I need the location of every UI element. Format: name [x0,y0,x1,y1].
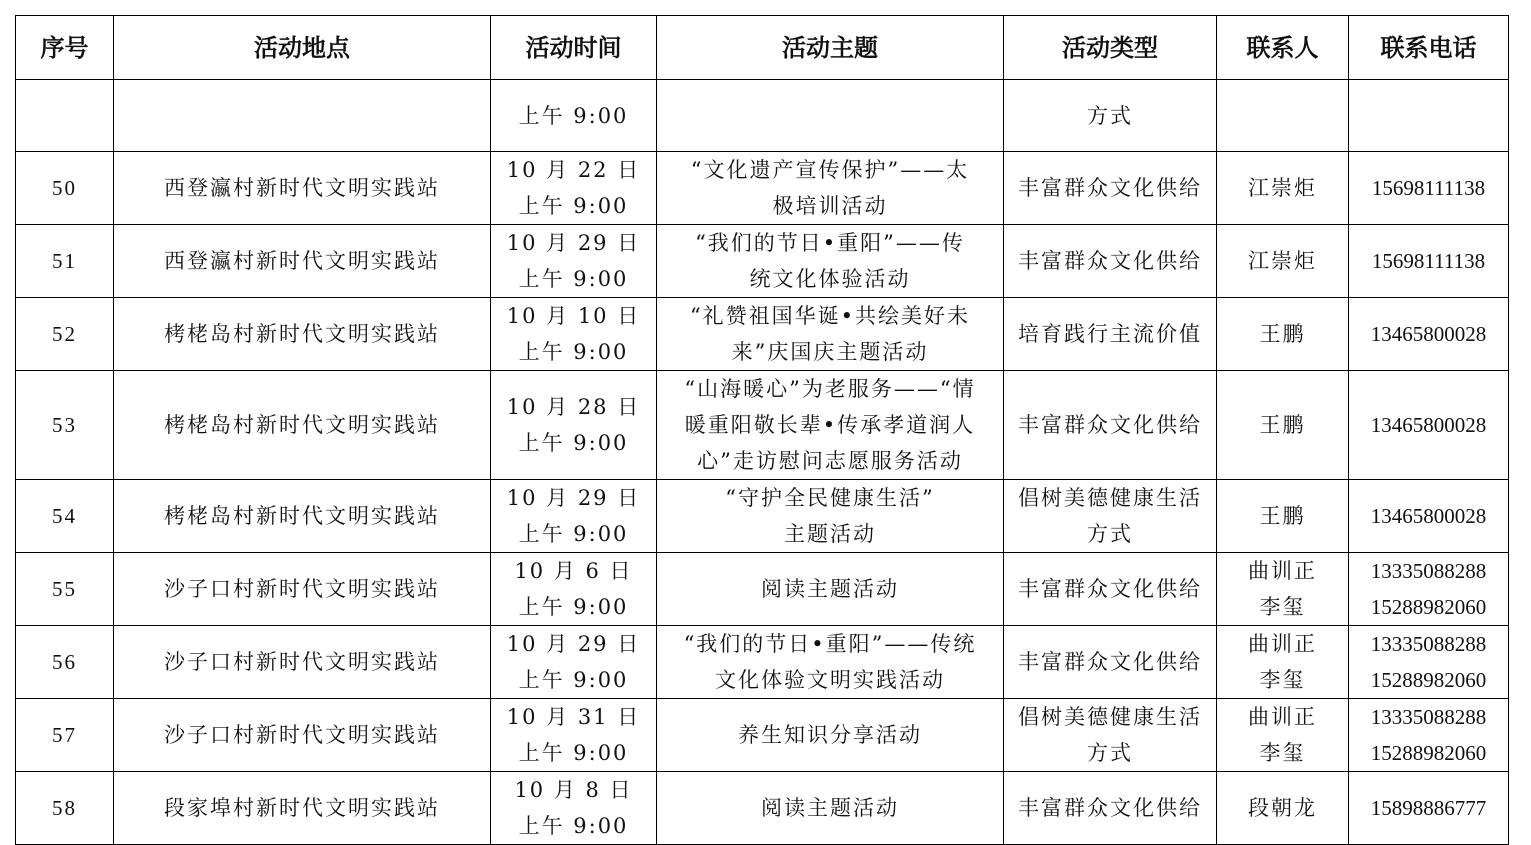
cell-phone-line: 15898886777 [1370,796,1487,820]
cell-type-line: 倡树美德健康生活 [1018,486,1202,510]
cell-time-line: 10 月 8 日 [514,778,633,802]
cell-phone-line: 15288982060 [1370,595,1487,619]
cell-phone [1349,480,1509,553]
cell-time-line: 10 月 29 日 [506,486,641,510]
table-row [16,553,1509,626]
cell-type-line: 丰富群众文化供给 [1018,650,1202,674]
cell-type [1004,152,1217,225]
table-row [16,772,1509,845]
header-phone: 联系电话 [1349,16,1509,80]
cell-time [491,371,657,480]
cell-contact-line: 李玺 [1259,595,1306,619]
cell-time [491,480,657,553]
cell-phone-line: 13465800028 [1370,504,1487,528]
cell-place-text: 栲栳岛村新时代文明实践站 [164,504,440,528]
cell-type-line: 丰富群众文化供给 [1018,176,1202,200]
cell-time-line: 10 月 28 日 [506,395,641,419]
cell-place-text: 沙子口村新时代文明实践站 [164,577,440,601]
cell-theme [657,772,1004,845]
cell-seq [16,225,114,298]
cell-contact-line: 王鹏 [1259,322,1306,346]
header-contact: 联系人 [1217,16,1349,80]
cell-time-line: 上午 9:00 [518,194,629,218]
cell-theme-line: 极培训活动 [772,194,888,218]
cell-contact-line: 曲训正 [1248,559,1317,583]
cell-phone-line: 13465800028 [1370,322,1487,346]
cell-contact [1217,699,1349,772]
cell-contact-line: 曲训正 [1248,705,1317,729]
cell-seq [16,480,114,553]
cell-contact-line: 江崇炬 [1248,176,1317,200]
cell-seq-text: 54 [52,504,77,528]
cell-time [491,80,657,152]
cell-theme-line: 来”庆国庆主题活动 [731,340,929,364]
cell-seq-text: 50 [52,176,77,200]
cell-theme [657,371,1004,480]
cell-type-line: 丰富群众文化供给 [1018,577,1202,601]
cell-phone [1349,80,1509,152]
cell-place [114,626,491,699]
cell-theme [657,480,1004,553]
cell-place-text: 沙子口村新时代文明实践站 [164,650,440,674]
cell-time [491,626,657,699]
table-row [16,699,1509,772]
cell-time [491,225,657,298]
cell-phone [1349,298,1509,371]
cell-place-text: 西登瀛村新时代文明实践站 [164,249,440,273]
cell-contact [1217,152,1349,225]
cell-seq [16,298,114,371]
cell-phone-line: 13335088288 [1370,632,1487,656]
cell-time-line: 上午 9:00 [518,522,629,546]
cell-time-line: 10 月 29 日 [506,632,641,656]
cell-theme [657,225,1004,298]
activity-schedule-table [15,15,1509,845]
cell-contact [1217,480,1349,553]
table-body [16,80,1509,845]
cell-theme-line: 心”走访慰问志愿服务活动 [697,449,963,473]
cell-time-line: 上午 9:00 [518,103,629,128]
cell-seq [16,626,114,699]
cell-place-text: 西登瀛村新时代文明实践站 [164,176,440,200]
table-row [16,298,1509,371]
cell-seq [16,699,114,772]
cell-theme [657,80,1004,152]
cell-theme-line: 统文化体验活动 [749,267,911,291]
cell-theme [657,699,1004,772]
cell-time-line: 上午 9:00 [518,431,629,455]
cell-place-text: 栲栳岛村新时代文明实践站 [164,413,440,437]
cell-time-line: 10 月 29 日 [506,231,641,255]
cell-contact [1217,80,1349,152]
header-row [16,16,1509,80]
cell-time-line: 上午 9:00 [518,267,629,291]
cell-time-line: 上午 9:00 [518,668,629,692]
header-time: 活动时间 [491,16,657,80]
cell-time-line: 10 月 10 日 [506,304,641,328]
table-row [16,225,1509,298]
cell-theme-line: 主题活动 [784,522,876,546]
cell-phone [1349,225,1509,298]
table-row [16,371,1509,480]
cell-theme-line: “我们的节日•重阳”——传 [695,231,965,255]
header-type: 活动类型 [1004,16,1217,80]
cell-theme [657,553,1004,626]
cell-contact-line: 李玺 [1259,741,1306,765]
cell-phone-line: 13335088288 [1370,559,1487,583]
cell-type-line: 丰富群众文化供给 [1018,413,1202,437]
cell-place [114,699,491,772]
cell-theme-line: 文化体验文明实践活动 [715,668,945,692]
cell-contact [1217,626,1349,699]
cell-type-line: 倡树美德健康生活 [1018,705,1202,729]
cell-time-line: 10 月 6 日 [514,559,633,583]
cell-phone-line: 15288982060 [1370,668,1487,692]
cell-type-line: 丰富群众文化供给 [1018,249,1202,273]
cell-type [1004,480,1217,553]
cell-theme [657,152,1004,225]
cell-type [1004,298,1217,371]
cell-type-line: 方式 [1087,522,1133,546]
cell-time [491,152,657,225]
cell-phone [1349,553,1509,626]
cell-place [114,225,491,298]
cell-type [1004,225,1217,298]
cell-time [491,772,657,845]
cell-contact [1217,772,1349,845]
cell-place-text: 沙子口村新时代文明实践站 [164,723,440,747]
cell-time-line: 上午 9:00 [518,741,629,765]
cell-time [491,298,657,371]
cell-time [491,553,657,626]
cell-theme-line: “守护全民健康生活” [725,486,935,510]
cell-type [1004,371,1217,480]
table-header [16,16,1509,80]
header-theme: 活动主题 [657,16,1004,80]
cell-type [1004,699,1217,772]
cell-seq [16,772,114,845]
cell-theme-line: “山海暖心”为老服务——“情 [684,377,976,401]
cell-contact [1217,298,1349,371]
cell-theme-line: “我们的节日•重阳”——传统 [683,632,977,656]
cell-type [1004,80,1217,152]
cell-phone [1349,152,1509,225]
cell-type [1004,553,1217,626]
cell-time-line: 上午 9:00 [518,595,629,619]
cell-phone-line: 13465800028 [1370,413,1487,437]
cell-place [114,298,491,371]
cell-seq-text: 57 [52,723,77,747]
cell-place [114,152,491,225]
cell-phone [1349,626,1509,699]
cell-contact [1217,225,1349,298]
cell-seq [16,152,114,225]
cell-seq [16,371,114,480]
cell-theme-line: “文化遗产宣传保护”——太 [690,158,970,182]
cell-phone [1349,699,1509,772]
cell-theme [657,298,1004,371]
cell-place [114,371,491,480]
cell-theme-line: 阅读主题活动 [761,577,899,601]
cell-place [114,80,491,152]
table-row [16,626,1509,699]
cell-seq-text: 55 [52,577,77,601]
cell-contact-line: 李玺 [1259,668,1306,692]
cell-contact [1217,371,1349,480]
cell-type-line: 方式 [1087,741,1133,765]
cell-theme-line: “礼赞祖国华诞•共绘美好未 [689,304,971,328]
cell-type [1004,626,1217,699]
cell-seq-text: 52 [52,322,77,346]
cell-time-line: 上午 9:00 [518,814,629,838]
cell-place [114,553,491,626]
cell-phone-line: 15698111138 [1371,176,1486,200]
cell-place [114,772,491,845]
cell-seq-text: 56 [52,650,77,674]
cell-type-line: 培育践行主流价值 [1018,322,1202,346]
cell-theme [657,626,1004,699]
cell-theme-line: 阅读主题活动 [761,796,899,820]
cell-contact-line: 段朝龙 [1248,796,1317,820]
cell-phone-line: 13335088288 [1370,705,1487,729]
cell-theme-line: 暖重阳敬长辈•传承孝道润人 [684,413,976,437]
cell-type [1004,772,1217,845]
cell-phone [1349,772,1509,845]
cell-seq-text: 51 [52,249,77,273]
header-seq: 序号 [16,16,114,80]
cell-seq [16,80,114,152]
cell-seq [16,553,114,626]
cell-time [491,699,657,772]
cell-contact-line: 王鹏 [1259,413,1306,437]
cell-type-line: 丰富群众文化供给 [1018,796,1202,820]
cell-phone-line: 15288982060 [1370,741,1487,765]
cell-time-line: 上午 9:00 [518,340,629,364]
header-place: 活动地点 [114,16,491,80]
cell-contact-line: 曲训正 [1248,632,1317,656]
cell-contact [1217,553,1349,626]
cell-place-text: 段家埠村新时代文明实践站 [164,796,440,820]
cell-place-text: 栲栳岛村新时代文明实践站 [164,322,440,346]
cell-phone-line: 15698111138 [1371,249,1486,273]
table-row [16,80,1509,152]
cell-seq-text: 53 [52,413,77,437]
cell-contact-line: 王鹏 [1259,504,1306,528]
cell-time-line: 10 月 22 日 [506,158,641,182]
cell-seq-text: 58 [52,796,77,820]
cell-place [114,480,491,553]
cell-time-line: 10 月 31 日 [506,705,641,729]
table-row [16,480,1509,553]
cell-contact-line: 江崇炬 [1248,249,1317,273]
cell-phone [1349,371,1509,480]
cell-theme-line: 养生知识分享活动 [738,723,922,747]
cell-type-line: 方式 [1087,103,1133,128]
table-row [16,152,1509,225]
